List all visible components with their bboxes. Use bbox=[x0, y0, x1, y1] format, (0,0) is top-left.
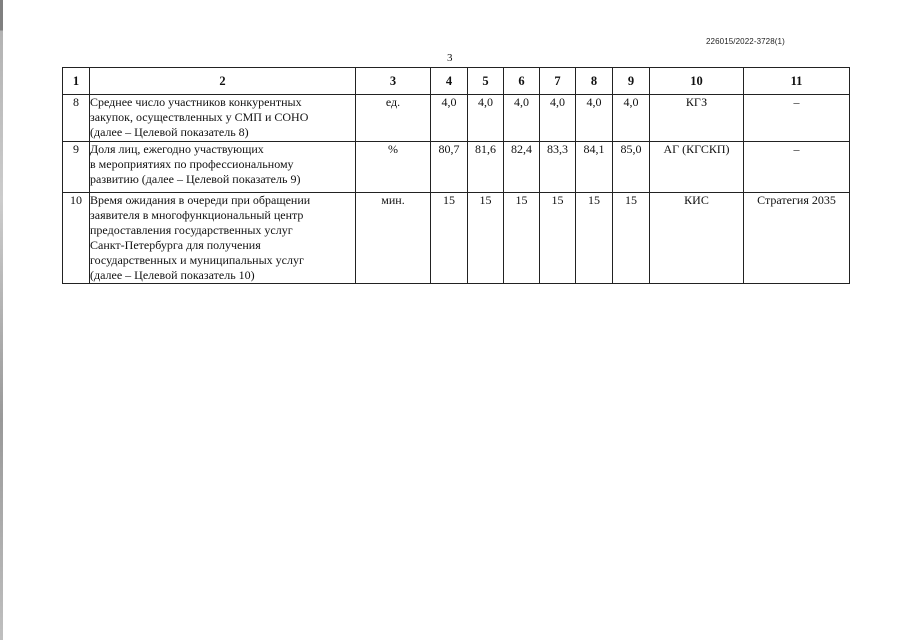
document-cell: Стратегия 2035 bbox=[744, 193, 850, 284]
value-cell: 85,0 bbox=[613, 142, 650, 193]
indicator-name-line: (далее – Целевой показатель 10) bbox=[90, 268, 255, 282]
value-cell: 81,6 bbox=[468, 142, 504, 193]
value-cell: 80,7 bbox=[431, 142, 468, 193]
table-row bbox=[63, 193, 850, 284]
column-header: 11 bbox=[744, 68, 850, 95]
value-cell: 15 bbox=[576, 193, 613, 284]
indicator-name-line: Среднее число участников конкурентных bbox=[90, 95, 302, 109]
indicator-name-line: Время ожидания в очереди при обращении bbox=[90, 193, 311, 207]
value-cell: 15 bbox=[504, 193, 540, 284]
unit-cell: ед. bbox=[356, 95, 431, 142]
column-header: 8 bbox=[576, 68, 613, 95]
row-number: 9 bbox=[63, 142, 90, 193]
indicator-name bbox=[90, 142, 356, 193]
indicator-name-line: государственных и муниципальных услуг bbox=[90, 253, 304, 267]
column-header: 4 bbox=[431, 68, 468, 95]
document-cell: – bbox=[744, 95, 850, 142]
column-header: 2 bbox=[90, 68, 356, 95]
column-header: 5 bbox=[468, 68, 504, 95]
value-cell: 4,0 bbox=[504, 95, 540, 142]
indicator-name-line: Санкт-Петербурга для получения bbox=[90, 238, 261, 252]
column-header: 6 bbox=[504, 68, 540, 95]
indicator-name-line: (далее – Целевой показатель 8) bbox=[90, 125, 249, 139]
value-cell: 4,0 bbox=[576, 95, 613, 142]
row-number: 8 bbox=[63, 95, 90, 142]
value-cell: 4,0 bbox=[613, 95, 650, 142]
page-number: 3 bbox=[447, 52, 453, 64]
indicator-name-line: развитию (далее – Целевой показатель 9) bbox=[90, 172, 301, 186]
row-number: 10 bbox=[63, 193, 90, 284]
value-cell: 84,1 bbox=[576, 142, 613, 193]
column-header: 3 bbox=[356, 68, 431, 95]
table-row bbox=[63, 95, 850, 142]
value-cell: 15 bbox=[540, 193, 576, 284]
indicator-name-line: закупок, осуществленных у СМП и СОНО bbox=[90, 110, 309, 124]
indicator-name-line: заявителя в многофункциональный центр bbox=[90, 208, 304, 222]
source-cell: КИС bbox=[650, 193, 744, 284]
unit-cell: % bbox=[356, 142, 431, 193]
value-cell: 15 bbox=[613, 193, 650, 284]
column-header: 9 bbox=[613, 68, 650, 95]
indicator-name-line: в мероприятиях по профессиональному bbox=[90, 157, 294, 171]
document-cell: – bbox=[744, 142, 850, 193]
value-cell: 83,3 bbox=[540, 142, 576, 193]
indicator-name-line: Доля лиц, ежегодно участвующих bbox=[90, 142, 264, 156]
table-row bbox=[63, 142, 850, 193]
value-cell: 82,4 bbox=[504, 142, 540, 193]
value-cell: 4,0 bbox=[540, 95, 576, 142]
indicator-name-line: предоставления государственных услуг bbox=[90, 223, 293, 237]
value-cell: 15 bbox=[468, 193, 504, 284]
header-row bbox=[63, 68, 850, 95]
indicators-table bbox=[62, 67, 850, 284]
scan-edge bbox=[0, 0, 3, 640]
column-header: 7 bbox=[540, 68, 576, 95]
unit-cell: мин. bbox=[356, 193, 431, 284]
source-cell: КГЗ bbox=[650, 95, 744, 142]
source-cell: АГ (КГСКП) bbox=[650, 142, 744, 193]
indicator-name bbox=[90, 95, 356, 142]
column-header: 10 bbox=[650, 68, 744, 95]
value-cell: 15 bbox=[431, 193, 468, 284]
registration-number: 226015/2022-3728(1) bbox=[706, 37, 785, 46]
value-cell: 4,0 bbox=[468, 95, 504, 142]
indicator-name bbox=[90, 193, 356, 284]
value-cell: 4,0 bbox=[431, 95, 468, 142]
column-header: 1 bbox=[63, 68, 90, 95]
